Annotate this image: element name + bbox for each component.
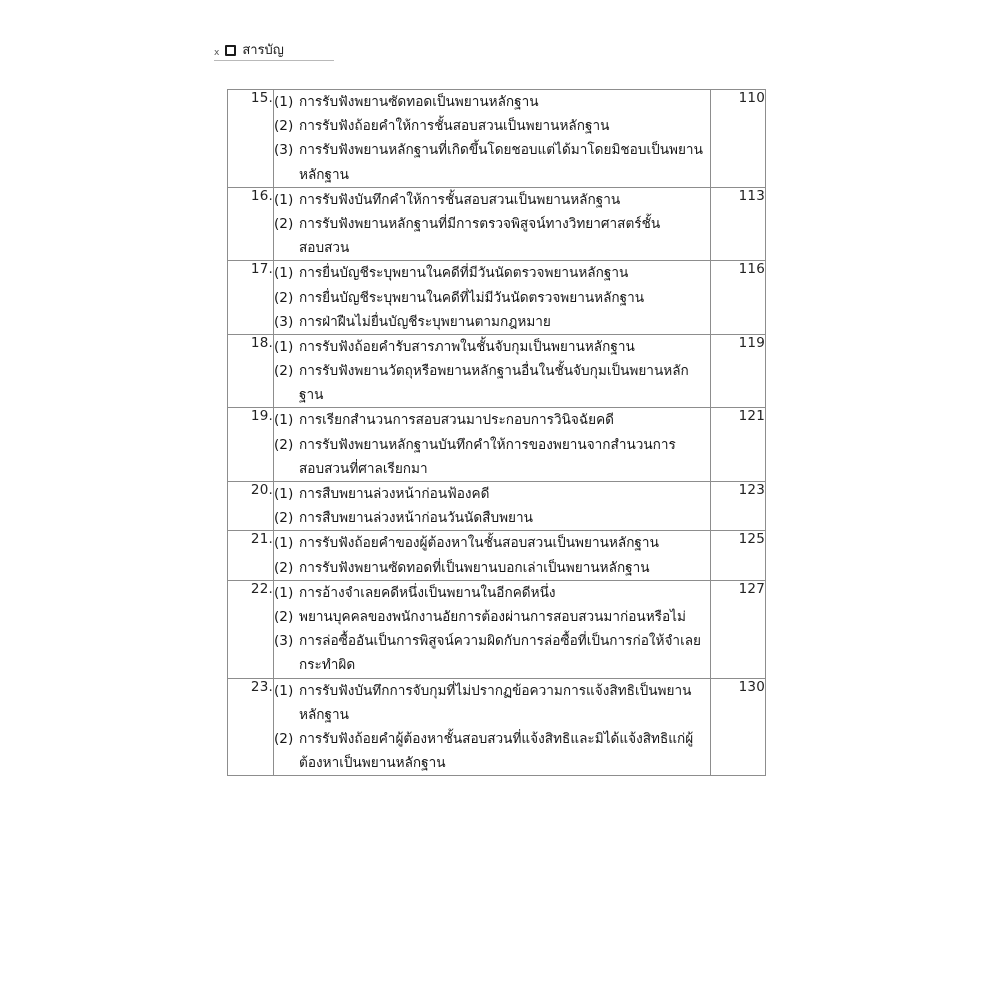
toc-entry [274, 359, 710, 407]
toc-entry [274, 114, 710, 138]
toc-entry [274, 90, 710, 114]
toc-entry [274, 138, 710, 186]
toc-entry [274, 433, 710, 481]
table-row [228, 408, 766, 482]
toc-entry [274, 581, 710, 605]
row-number-cell: 16. [228, 187, 274, 261]
toc-entry [274, 188, 710, 212]
table-row [228, 334, 766, 408]
entry-list-cell [274, 187, 711, 261]
page-number-cell: 113 [711, 187, 766, 261]
entry-text: พยานบุคคลของพนักงานอัยการต้องผ่านการสอบสวนมาก่อนหรือไม่ [299, 608, 686, 625]
table-row [228, 580, 766, 678]
toc-entry [274, 605, 710, 629]
entry-text: การรับฟังถ้อยคำของผู้ต้องหาในชั้นสอบสวนเป็นพยานหลักฐาน [299, 535, 659, 552]
entry-marker: (2) [274, 559, 294, 576]
broken-image-placeholder-icon [225, 45, 236, 56]
toc-entry [274, 629, 710, 677]
toc-entry [274, 556, 710, 580]
row-number-cell: 18. [228, 334, 274, 408]
entry-text: การเรียกสำนวนการสอบสวนมาประกอบการวินิจฉัยคดี [299, 412, 614, 429]
page-number-cell: 130 [711, 678, 766, 776]
table-row [228, 531, 766, 580]
entry-marker: (1) [274, 191, 294, 208]
entry-text: การรับฟังพยานหลักฐานบันทึกคำให้การของพยานจากสำนวนการสอบสวนที่ศาลเรียกมา [299, 436, 676, 477]
entry-text: การฝ่าฝืนไม่ยื่นบัญชีระบุพยานตามกฎหมาย [299, 313, 551, 330]
table-body [228, 90, 766, 776]
toc-entry [274, 310, 710, 334]
entry-text: การรับฟังพยานหลักฐานที่เกิดขึ้นโดยชอบแต่ได้มาโดยมิชอบเป็นพยานหลักฐาน [299, 142, 703, 183]
entry-text: การล่อซื้ออันเป็นการพิสูจน์ความผิดกับการล่อซื้อที่เป็นการก่อให้จำเลยกระทำผิด [299, 633, 702, 674]
entry-text: การรับฟังพยานหลักฐานที่มีการตรวจพิสูจน์ทางวิทยาศาสตร์ชั้นสอบสวน [299, 215, 661, 257]
entry-marker: (2) [274, 289, 294, 306]
entry-marker: (2) [274, 436, 294, 453]
entry-text: การยื่นบัญชีระบุพยานในคดีที่ไม่มีวันนัดตรวจพยานหลักฐาน [299, 289, 645, 306]
row-number-cell: 22. [228, 580, 274, 678]
row-number-cell: 15. [228, 90, 274, 188]
toc-entry [274, 506, 710, 530]
page-title: สารบัญ [242, 43, 284, 58]
toc-entry [274, 261, 710, 285]
page-number-cell: 127 [711, 580, 766, 678]
entry-marker: (1) [274, 265, 294, 282]
entry-marker: (1) [274, 94, 294, 110]
entry-marker: (1) [274, 535, 294, 552]
entry-list-cell [274, 482, 711, 531]
entry-text: การสืบพยานล่วงหน้าก่อนวันนัดสืบพยาน [299, 510, 533, 527]
entry-text: การสืบพยานล่วงหน้าก่อนฟ้องคดี [299, 486, 490, 502]
entry-marker: (1) [274, 682, 294, 699]
toc-entry [274, 531, 710, 555]
entry-marker: (2) [274, 215, 294, 232]
page-number-cell: 119 [711, 334, 766, 408]
entry-marker: (2) [274, 730, 294, 747]
broken-image-x-icon: x [214, 48, 220, 58]
toc-entry [274, 727, 710, 775]
document-header [214, 44, 334, 61]
toc-entry [274, 335, 710, 359]
entry-marker: (1) [274, 486, 294, 502]
entry-text: การรับฟังถ้อยคำผู้ต้องหาชั้นสอบสวนที่แจ้งสิทธิและมิได้แจ้งสิทธิแก่ผู้ต้องหาเป็นพยานหลักฐาน [299, 730, 694, 772]
entry-text: การรับฟังพยานซัดทอดเป็นพยานหลักฐาน [299, 94, 539, 110]
entry-marker: (2) [274, 363, 294, 380]
entry-text: การรับฟังพยานซัดทอดที่เป็นพยานบอกเล่าเป็นพยานหลักฐาน [299, 559, 650, 576]
entry-marker: (3) [274, 142, 294, 159]
table-row [228, 261, 766, 335]
page-number-cell: 125 [711, 531, 766, 580]
table-row [228, 187, 766, 261]
entry-marker: (2) [274, 118, 294, 135]
entry-text: การรับฟังพยานวัตถุหรือพยานหลักฐานอื่นในชั้นจับกุมเป็นพยานหลักฐาน [299, 363, 689, 404]
entry-marker: (3) [274, 633, 294, 650]
toc-entry [274, 212, 710, 260]
entry-marker: (3) [274, 313, 294, 330]
entry-text: การอ้างจำเลยคดีหนึ่งเป็นพยานในอีกคดีหนึ่ง [299, 584, 556, 601]
table-row [228, 482, 766, 531]
entry-list-cell [274, 678, 711, 776]
entry-list-cell [274, 334, 711, 408]
row-number-cell: 19. [228, 408, 274, 482]
page-number-cell: 123 [711, 482, 766, 531]
table-row [228, 678, 766, 776]
table-of-contents-table [227, 89, 766, 776]
entry-marker: (2) [274, 510, 294, 527]
page-number-cell: 116 [711, 261, 766, 335]
entry-text: การรับฟังถ้อยคำรับสารภาพในชั้นจับกุมเป็นพยานหลักฐาน [299, 338, 635, 355]
row-number-cell: 17. [228, 261, 274, 335]
entry-marker: (1) [274, 338, 294, 355]
entry-list-cell [274, 531, 711, 580]
page-number-cell: 121 [711, 408, 766, 482]
row-number-cell: 21. [228, 531, 274, 580]
entry-list-cell [274, 408, 711, 482]
entry-list-cell [274, 580, 711, 678]
toc-entry [274, 679, 710, 727]
toc-entry [274, 286, 710, 310]
toc-entry [274, 482, 710, 506]
entry-list-cell [274, 261, 711, 335]
row-number-cell: 23. [228, 678, 274, 776]
entry-marker: (2) [274, 608, 294, 625]
entry-text: การรับฟังบันทึกคำให้การชั้นสอบสวนเป็นพยานหลักฐาน [299, 191, 621, 208]
page-number-cell: 110 [711, 90, 766, 188]
toc-entry [274, 408, 710, 432]
entry-marker: (1) [274, 412, 294, 429]
entry-text: การรับฟังบันทึกการจับกุมที่ไม่ปรากฏข้อความการแจ้งสิทธิเป็นพยานหลักฐาน [299, 682, 692, 723]
entry-text: การยื่นบัญชีระบุพยานในคดีที่มีวันนัดตรวจพยานหลักฐาน [299, 265, 629, 282]
row-number-cell: 20. [228, 482, 274, 531]
entry-list-cell [274, 90, 711, 188]
entry-marker: (1) [274, 584, 294, 601]
entry-text: การรับฟังถ้อยคำให้การชั้นสอบสวนเป็นพยานหลักฐาน [299, 118, 610, 135]
table-row [228, 90, 766, 188]
